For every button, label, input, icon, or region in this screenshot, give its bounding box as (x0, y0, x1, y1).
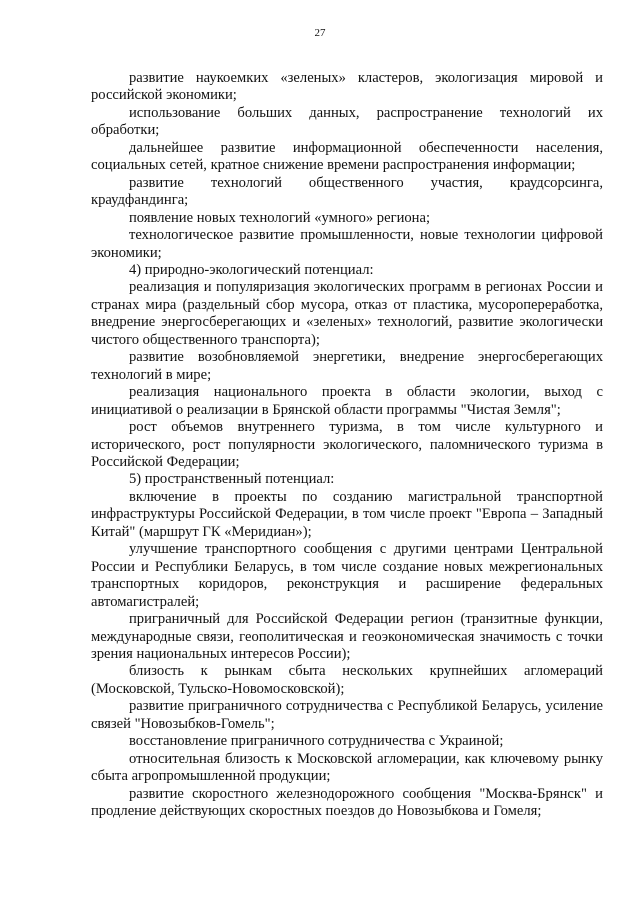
paragraph: относительная близость к Московской агломерации, как ключевому рынку сбыта агропромышленной продукции; (91, 750, 603, 785)
paragraph: приграничный для Российской Федерации регион (транзитные функции, международные связи, геополитическая и геоэкономическая значимость с точки зрения национальных интересов России); (91, 611, 603, 662)
paragraph: улучшение транспортного сообщения с другими центрами Центральной России и Республики Беларусь, в том числе создание новых межрегиональных транспортных коридоров, реконструкция и расширение федеральных автомагистралей; (91, 541, 603, 610)
paragraph: включение в проекты по созданию магистральной транспортной инфраструктуры Российской Федерации, в том числе проект "Европа – Западный Китай" (маршрут ГК «Меридиан»); (91, 488, 603, 540)
paragraph: использование больших данных, распространение технологий их обработки; (91, 104, 603, 139)
paragraph: близость к рынкам сбыта нескольких крупнейших агломераций (Московской, Тульско-Новомосковской); (91, 663, 603, 697)
paragraph: развитие приграничного сотрудничества с Республикой Беларусь, усиление связей "Новозыбков-Гомель"; (91, 698, 603, 732)
page-number: 27 (314, 27, 326, 39)
section-heading: 5) пространственный потенциал: (129, 471, 335, 488)
paragraph: реализация и популяризация экологических программ в регионах России и странах мира (раздельный сбор мусора, отказ от пластика, мусоропереработка, внедрение энергосберегающих и «зеленых» технологий, развитие экологически чистого общественного транспорта); (91, 279, 603, 348)
paragraph: развитие технологий общественного участия, краудсорсинга, краудфандинга; (91, 174, 603, 209)
paragraph: дальнейшее развитие информационной обеспеченности населения, социальных сетей, кратное снижение времени распространения информации; (91, 139, 603, 174)
document-body (91, 70, 603, 820)
paragraph: технологическое развитие промышленности, новые технологии цифровой экономики; (91, 227, 603, 261)
paragraph: восстановление приграничного сотрудничества с Украиной; (129, 733, 504, 750)
paragraph: развитие возобновляемой энергетики, внедрение энергосберегающих технологий в мире; (91, 349, 603, 383)
paragraph: появление новых технологий «умного» региона; (129, 209, 431, 226)
paragraph: развитие скоростного железнодорожного сообщения "Москва-Брянск" и продление действующих скоростных поездов до Новозыбкова и Гомеля; (91, 785, 603, 820)
paragraph: реализация национального проекта в области экологии, выход с инициативой о реализации в Брянской области программы "Чистая Земля"; (91, 384, 603, 418)
paragraph: развитие наукоемких «зеленых» кластеров, экологизация мировой и российской экономики; (91, 70, 603, 104)
paragraph: рост объемов внутреннего туризма, в том числе культурного и исторического, рост популярности экологического, паломнического туризма в Российской Федерации; (91, 419, 603, 470)
section-heading: 4) природно-экологический потенциал: (129, 261, 374, 278)
